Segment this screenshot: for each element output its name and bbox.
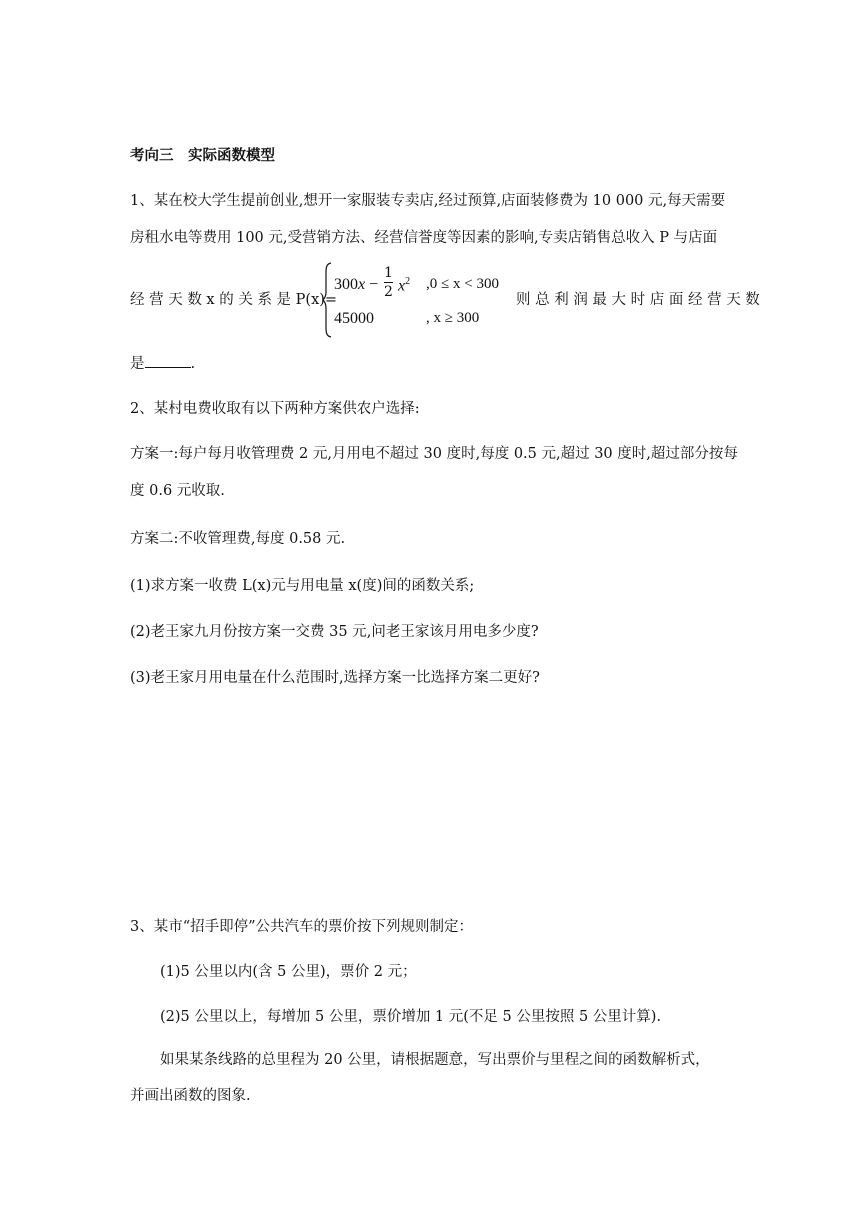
q1-line2: 房租水电等费用 100 元,受营销方法、经营信誉度等因素的影响,专卖店销售总收入 P 与店面 bbox=[130, 230, 718, 246]
q3-rule1: (1)5 公里以内(含 5 公里)，票价 2 元； bbox=[160, 964, 417, 980]
q1-line1: 1、某在校大学生提前创业,想开一家服装专卖店,经过预算,店面装修费为 10 000 元,每天需要 bbox=[130, 193, 726, 209]
q1-line4-prefix: 是 bbox=[130, 356, 145, 372]
case1-condition: ,0 ≤ x < 300 bbox=[426, 276, 499, 292]
q3-task-line2: 并画出函数的图象. bbox=[130, 1088, 251, 1104]
case1-fraction: 1 2 bbox=[384, 265, 393, 300]
q2-plan1-line2: 度 0.6 元收取. bbox=[130, 483, 225, 499]
q1-line4-suffix: . bbox=[190, 356, 196, 372]
left-brace-icon bbox=[322, 262, 332, 338]
q1-line3-prefix: 经 营 天 数 x 的 关 系 是 P(x)= bbox=[130, 292, 338, 308]
q2-intro: 2、某村电费收取有以下两种方案供农户选择: bbox=[130, 401, 420, 417]
q2-sub1: (1)求方案一收费 L(x)元与用电量 x(度)间的函数关系; bbox=[130, 578, 475, 594]
q3-task-line1: 如果某条线路的总里程为 20 公里，请根据题意，写出票价与里程之间的函数解析式， bbox=[160, 1052, 710, 1068]
q3-intro: 3、某市“招手即停”公共汽车的票价按下列规则制定： bbox=[130, 919, 474, 935]
q2-plan2: 方案二:不收管理费,每度 0.58 元. bbox=[130, 531, 346, 547]
case1-x-squared: $x^2$ bbox=[398, 276, 411, 295]
q3-rule2: (2)5 公里以上，每增加 5 公里，票价增加 1 元(不足 5 公里按照 5 公里计算). bbox=[160, 1009, 662, 1025]
case2-condition: , x ≥ 300 bbox=[426, 310, 480, 326]
q2-plan1-line1: 方案一:每户每月收管理费 2 元,月用电不超过 30 度时,每度 0.5 元,超过 30 度时,超过部分按每 bbox=[130, 446, 738, 462]
q2-sub3: (3)老王家月用电量在什么范围时,选择方案一比选择方案二更好? bbox=[130, 670, 540, 686]
answer-blank bbox=[145, 353, 191, 368]
q1-line4 bbox=[130, 353, 195, 374]
case1-expression: 300x − bbox=[334, 276, 379, 293]
piecewise-formula bbox=[322, 262, 512, 338]
case2-expression: 45000 bbox=[334, 310, 374, 327]
q1-line3-suffix: 则 总 利 润 最 大 时 店 面 经 营 天 数 bbox=[516, 292, 760, 308]
q2-sub2: (2)老王家九月份按方案一交费 35 元,问老王家该月用电多少度? bbox=[130, 624, 539, 640]
section-title: 考向三 实际函数模型 bbox=[130, 148, 275, 164]
